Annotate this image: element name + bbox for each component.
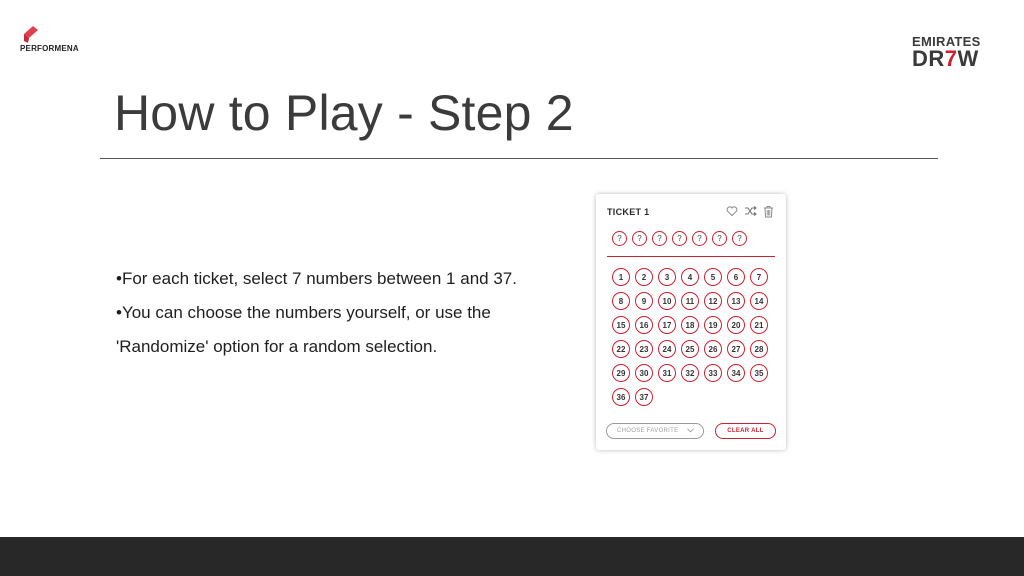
- number-ball[interactable]: 12: [704, 292, 722, 310]
- selected-slot: ?: [732, 231, 747, 246]
- emirates-draw-logo: [904, 32, 1004, 72]
- number-ball[interactable]: 7: [750, 268, 768, 286]
- number-ball[interactable]: 37: [635, 388, 653, 406]
- number-ball[interactable]: 36: [612, 388, 630, 406]
- number-ball[interactable]: 33: [704, 364, 722, 382]
- number-ball[interactable]: 21: [750, 316, 768, 334]
- number-ball[interactable]: 10: [658, 292, 676, 310]
- number-ball[interactable]: 15: [612, 316, 630, 334]
- number-ball[interactable]: 30: [635, 364, 653, 382]
- performena-logo: [20, 24, 110, 60]
- number-ball[interactable]: 28: [750, 340, 768, 358]
- number-grid: [612, 268, 768, 406]
- bullet-2: •You can choose the numbers yourself, or use the: [116, 303, 491, 322]
- number-ball[interactable]: 29: [612, 364, 630, 382]
- number-ball[interactable]: 27: [727, 340, 745, 358]
- heart-icon[interactable]: [726, 205, 738, 217]
- footer-bar: [0, 537, 1024, 576]
- number-ball[interactable]: 34: [727, 364, 745, 382]
- number-ball[interactable]: 2: [635, 268, 653, 286]
- number-ball[interactable]: 11: [681, 292, 699, 310]
- number-ball[interactable]: 4: [681, 268, 699, 286]
- number-ball[interactable]: 20: [727, 316, 745, 334]
- ticket-title: TICKET 1: [607, 207, 650, 217]
- number-ball[interactable]: 5: [704, 268, 722, 286]
- emirates-draw-seven: 7: [944, 46, 958, 71]
- number-ball[interactable]: 9: [635, 292, 653, 310]
- number-ball[interactable]: 16: [635, 316, 653, 334]
- choose-favorite-label: CHOOSE FAVORITE: [617, 428, 679, 434]
- trash-icon[interactable]: [763, 205, 774, 218]
- ticket-card: [596, 194, 786, 450]
- selected-slot: ?: [712, 231, 727, 246]
- number-ball[interactable]: 6: [727, 268, 745, 286]
- performena-name: PERFORMENA: [20, 44, 79, 53]
- number-ball[interactable]: 24: [658, 340, 676, 358]
- title-divider: [100, 158, 938, 159]
- number-ball[interactable]: 8: [612, 292, 630, 310]
- slide-title: How to Play - Step 2: [114, 85, 574, 141]
- number-ball[interactable]: 25: [681, 340, 699, 358]
- number-ball[interactable]: 26: [704, 340, 722, 358]
- selected-numbers-row: [612, 231, 747, 246]
- selected-slot: ?: [632, 231, 647, 246]
- selected-slot: ?: [612, 231, 627, 246]
- selected-slot: ?: [672, 231, 687, 246]
- chevron-down-icon: [687, 428, 694, 433]
- choose-favorite-dropdown[interactable]: [606, 423, 704, 439]
- emirates-draw-w: W: [957, 46, 979, 71]
- number-ball[interactable]: 31: [658, 364, 676, 382]
- number-ball[interactable]: 35: [750, 364, 768, 382]
- clear-all-button[interactable]: CLEAR ALL: [715, 423, 776, 439]
- number-ball[interactable]: 23: [635, 340, 653, 358]
- number-ball[interactable]: 17: [658, 316, 676, 334]
- shuffle-icon[interactable]: [744, 205, 757, 217]
- emirates-draw-top: EMIRATES: [912, 34, 981, 49]
- ticket-divider: [607, 256, 775, 257]
- performena-mark-icon: [22, 24, 40, 44]
- number-ball[interactable]: 13: [727, 292, 745, 310]
- number-ball[interactable]: 3: [658, 268, 676, 286]
- ticket-actions: [726, 205, 774, 218]
- selected-slot: ?: [692, 231, 707, 246]
- bullet-1: •For each ticket, select 7 numbers between 1 and 37.: [116, 269, 517, 288]
- number-ball[interactable]: 1: [612, 268, 630, 286]
- number-ball[interactable]: 14: [750, 292, 768, 310]
- number-ball[interactable]: 32: [681, 364, 699, 382]
- number-ball[interactable]: 18: [681, 316, 699, 334]
- number-ball[interactable]: 22: [612, 340, 630, 358]
- emirates-draw-bottom: [912, 46, 979, 72]
- number-ball[interactable]: 19: [704, 316, 722, 334]
- bullet-2-continued: 'Randomize' option for a random selection.: [116, 337, 438, 356]
- bullet-list: [116, 262, 586, 364]
- emirates-draw-dr: DR: [912, 46, 945, 71]
- selected-slot: ?: [652, 231, 667, 246]
